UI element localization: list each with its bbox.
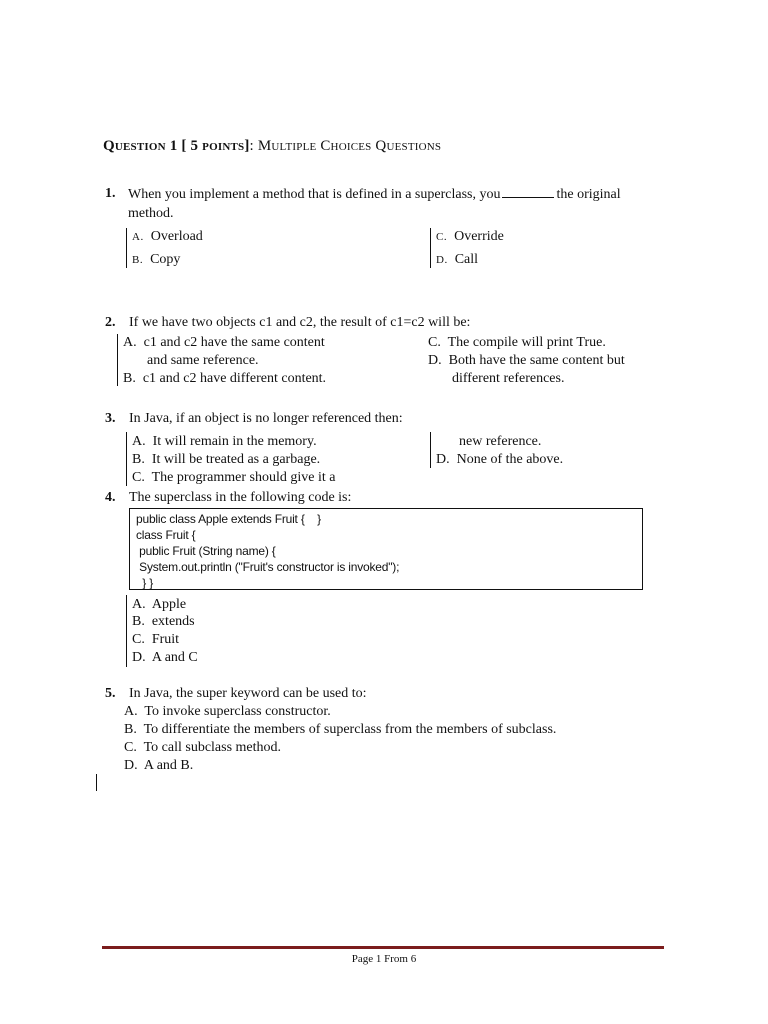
q3-number: 3.: [105, 411, 116, 426]
q4-option-a-letter: A.: [132, 597, 146, 612]
q4-option-d: [132, 649, 198, 667]
q2-option-b-line1: c1 and c2 have different content.: [142, 371, 327, 386]
q3-option-d-letter: D.: [436, 452, 450, 467]
q1-option-b: [132, 251, 180, 269]
code-line: public Fruit (String name) {: [136, 544, 276, 558]
q2-option-a-letter: A.: [123, 335, 137, 350]
heading-question: Question 1: [103, 138, 178, 154]
q1-option-d: [436, 251, 478, 269]
q4-option-b-text: extends: [151, 614, 195, 629]
question-heading: [103, 138, 441, 155]
q5-option-b: [124, 721, 556, 739]
q4-option-d-text: A and C: [151, 650, 198, 665]
q4-option-a: [132, 596, 186, 614]
q1-number: 1.: [105, 186, 116, 201]
q4-option-b: [132, 613, 195, 631]
q3-option-b-letter: B.: [132, 452, 145, 467]
q1-option-a: [132, 228, 203, 246]
q2-option-b-letter: B.: [123, 371, 136, 386]
q2-option-c-line1: The compile will print True.: [447, 335, 606, 350]
q3-option-a: [132, 433, 317, 451]
q5-option-d-text: A and B.: [143, 758, 194, 773]
q1-text-line2: method.: [128, 206, 174, 221]
q3-option-c-line2: new reference.: [459, 434, 542, 449]
q3-option-c: [132, 469, 336, 487]
q4-option-a-text: Apple: [151, 597, 187, 612]
q2-text: If we have two objects c1 and c2, the result of c1=c2 will be:: [129, 315, 471, 330]
q4-option-c: [132, 631, 179, 649]
q1-option-d-text: Call: [454, 252, 479, 267]
q1-option-a-text: Overload: [150, 229, 203, 244]
q2-option-b: [123, 370, 326, 388]
q4-option-b-letter: B.: [132, 614, 145, 629]
q1-option-c-letter: C.: [436, 231, 448, 243]
q4-code-box: [129, 508, 643, 590]
q5-number: 5.: [105, 686, 116, 701]
q1-option-b-letter: B.: [132, 254, 144, 266]
q2-option-d-line2: different references.: [452, 371, 565, 386]
q3-option-d-text: None of the above.: [456, 452, 564, 467]
q3-option-c-letter: C.: [132, 470, 145, 485]
q4-text: The superclass in the following code is:: [129, 490, 352, 505]
q1-left-rule: [126, 228, 127, 268]
q4-option-c-letter: C.: [132, 632, 145, 647]
code-line: System.out.println ("Fruit's constructor is invoked");: [136, 560, 400, 574]
q1-option-a-letter: A.: [132, 231, 144, 243]
q4-option-d-letter: D.: [132, 650, 146, 665]
q3-text: In Java, if an object is no longer referenced then:: [129, 411, 403, 426]
q5-option-b-text: To differentiate the members of superclass from the members of subclass.: [143, 722, 557, 737]
heading-colon: :: [249, 138, 254, 154]
q1-option-c: [436, 228, 504, 246]
q3-option-a-text: It will remain in the memory.: [152, 434, 317, 449]
q4-left-rule: [126, 595, 127, 667]
heading-title: Multiple Choices Questions: [253, 138, 442, 154]
q3-option-d: [436, 451, 563, 469]
heading-points: [ 5 points]: [181, 138, 250, 154]
q2-option-a-line2: and same reference.: [147, 353, 259, 368]
q2-option-a: [123, 334, 325, 352]
code-line: public class Apple extends Fruit { }: [136, 512, 321, 526]
q2-option-d-letter: D.: [428, 353, 442, 368]
q3-option-a-letter: A.: [132, 434, 146, 449]
q2-option-c: [428, 334, 606, 352]
q5-option-c-text: To call subclass method.: [143, 740, 282, 755]
q2-option-d: [428, 352, 625, 370]
q1-text-after: the original: [556, 187, 621, 202]
q3-option-c-text: The programmer should give it a: [151, 470, 336, 485]
q2-left-rule: [117, 334, 118, 386]
q5-option-a: [124, 703, 331, 721]
footer-rule: [102, 946, 664, 949]
code-line: } }: [136, 576, 154, 590]
q1-right-rule: [430, 228, 431, 268]
q5-option-d: [124, 757, 193, 775]
text-cursor[interactable]: [96, 774, 97, 791]
q5-text: In Java, the super keyword can be used to:: [129, 686, 367, 701]
q3-option-b-text: It will be treated as a garbage.: [151, 452, 321, 467]
q5-option-a-text: To invoke superclass constructor.: [144, 704, 331, 719]
q1-option-c-text: Override: [454, 229, 504, 244]
q4-option-c-text: Fruit: [151, 632, 180, 647]
q5-option-c: [124, 739, 281, 757]
q3-left-rule: [126, 432, 127, 486]
q5-option-a-letter: A.: [124, 704, 138, 719]
q5-option-d-letter: D.: [124, 758, 138, 773]
q2-option-c-letter: C.: [428, 335, 441, 350]
q1-option-d-letter: D.: [436, 254, 448, 266]
page-number: Page 1 From 6: [351, 953, 417, 965]
code-line: class Fruit {: [136, 528, 196, 542]
q2-number: 2.: [105, 315, 116, 330]
q1-text-before: When you implement a method that is defined in a superclass, you: [128, 187, 501, 202]
q2-option-a-line1: c1 and c2 have the same content: [143, 335, 325, 350]
q3-option-b: [132, 451, 320, 469]
q1-option-b-text: Copy: [150, 252, 181, 267]
q3-right-rule: [430, 432, 431, 468]
q1-blank: [502, 185, 554, 198]
q1-text: [128, 185, 621, 204]
q5-option-b-letter: B.: [124, 722, 137, 737]
q5-option-c-letter: C.: [124, 740, 137, 755]
q4-number: 4.: [105, 490, 116, 505]
q2-option-d-line1: Both have the same content but: [448, 353, 625, 368]
